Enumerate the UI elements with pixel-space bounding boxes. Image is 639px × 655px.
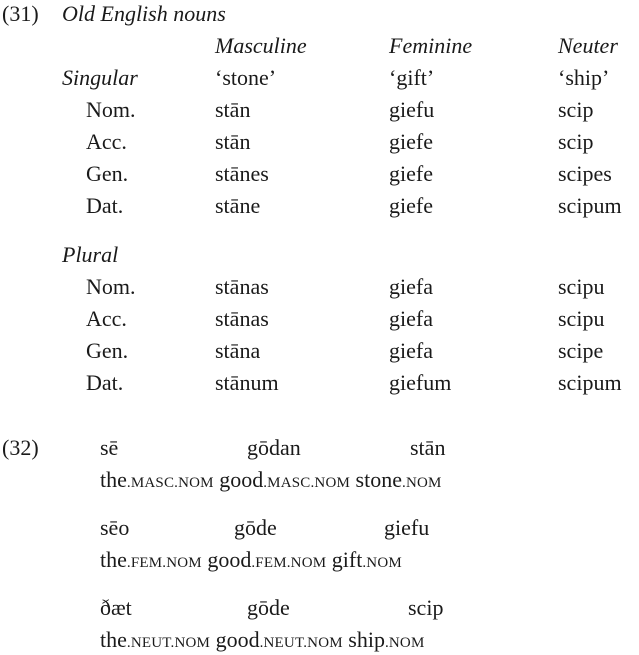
form-masculine: stānas: [215, 306, 269, 331]
form-masculine: stānum: [215, 370, 279, 395]
form-masculine: stāne: [215, 193, 261, 218]
form-masculine: stān: [215, 129, 251, 154]
gender-header-feminine: Feminine: [389, 33, 473, 58]
oe-word: scip: [408, 595, 444, 620]
case-label: Gen.: [86, 161, 129, 186]
form-neuter: scipes: [558, 161, 612, 186]
case-label: Acc.: [86, 306, 127, 331]
gloss-tags: .NEUT.NOM: [126, 635, 211, 651]
form-masculine: stānes: [215, 161, 269, 186]
example-32-number: (32): [2, 435, 39, 460]
gloss-tags: .MASC.NOM: [263, 475, 351, 491]
gloss-tags: .NOM: [402, 475, 442, 491]
gloss-line: [100, 629, 425, 651]
form-feminine: giefum: [389, 370, 452, 395]
gender-header-neuter: Neuter: [558, 33, 618, 58]
oe-word: sēo: [100, 515, 130, 540]
gloss-stem: stone: [355, 467, 402, 492]
meaning-ship: ‘ship’: [558, 65, 610, 90]
case-label: Gen.: [86, 338, 129, 363]
form-neuter: scip: [558, 97, 594, 122]
form-feminine: giefa: [389, 274, 433, 299]
case-label: Dat.: [86, 370, 124, 395]
form-neuter: scipum: [558, 193, 622, 218]
gloss-tags: .NEUT.NOM: [259, 635, 343, 651]
gloss-tags: .FEM.NOM: [126, 555, 202, 571]
form-neuter: scipu: [558, 306, 605, 331]
meaning-gift: ‘gift’: [389, 65, 435, 90]
oe-word: giefu: [384, 515, 430, 540]
oe-word: sē: [100, 435, 119, 460]
meaning-stone: ‘stone’: [215, 65, 277, 90]
oe-word: gōde: [247, 595, 290, 620]
oe-word: gōde: [234, 515, 277, 540]
form-masculine: stānas: [215, 274, 269, 299]
gloss-stem: the: [100, 547, 127, 572]
gloss-tags: .FEM.NOM: [251, 555, 327, 571]
gloss-stem: ship: [348, 627, 385, 652]
singular-label: Singular: [62, 65, 138, 90]
form-neuter: scipum: [558, 370, 622, 395]
gloss-stem: good: [215, 627, 260, 652]
gloss-tags: .MASC.NOM: [126, 475, 214, 491]
form-feminine: giefu: [389, 97, 435, 122]
form-feminine: giefe: [389, 161, 433, 186]
gloss-line: [100, 549, 402, 571]
gloss-line: [100, 469, 442, 491]
gloss-tags: .NOM: [384, 635, 425, 651]
example-31-number: (31): [2, 1, 39, 26]
oe-word: gōdan: [247, 435, 301, 460]
form-feminine: giefa: [389, 338, 433, 363]
form-neuter: scipu: [558, 274, 605, 299]
case-label: Nom.: [86, 274, 136, 299]
form-masculine: stāna: [215, 338, 261, 363]
case-label: Nom.: [86, 97, 136, 122]
form-feminine: giefe: [389, 129, 433, 154]
example-31-title: Old English nouns: [62, 1, 226, 26]
gloss-stem: good: [219, 467, 264, 492]
form-feminine: giefa: [389, 306, 433, 331]
plural-label: Plural: [62, 242, 119, 267]
case-label: Dat.: [86, 193, 124, 218]
gender-header-masculine: Masculine: [215, 33, 307, 58]
form-neuter: scipe: [558, 338, 604, 363]
gloss-stem: the: [100, 467, 127, 492]
form-feminine: giefe: [389, 193, 433, 218]
gloss-stem: the: [100, 627, 127, 652]
form-neuter: scip: [558, 129, 594, 154]
gloss-tags: .NOM: [362, 555, 402, 571]
case-label: Acc.: [86, 129, 127, 154]
oe-word: ðæt: [100, 595, 132, 620]
gloss-stem: gift: [331, 547, 363, 572]
oe-word: stān: [410, 435, 446, 460]
form-masculine: stān: [215, 97, 251, 122]
gloss-stem: good: [207, 547, 252, 572]
